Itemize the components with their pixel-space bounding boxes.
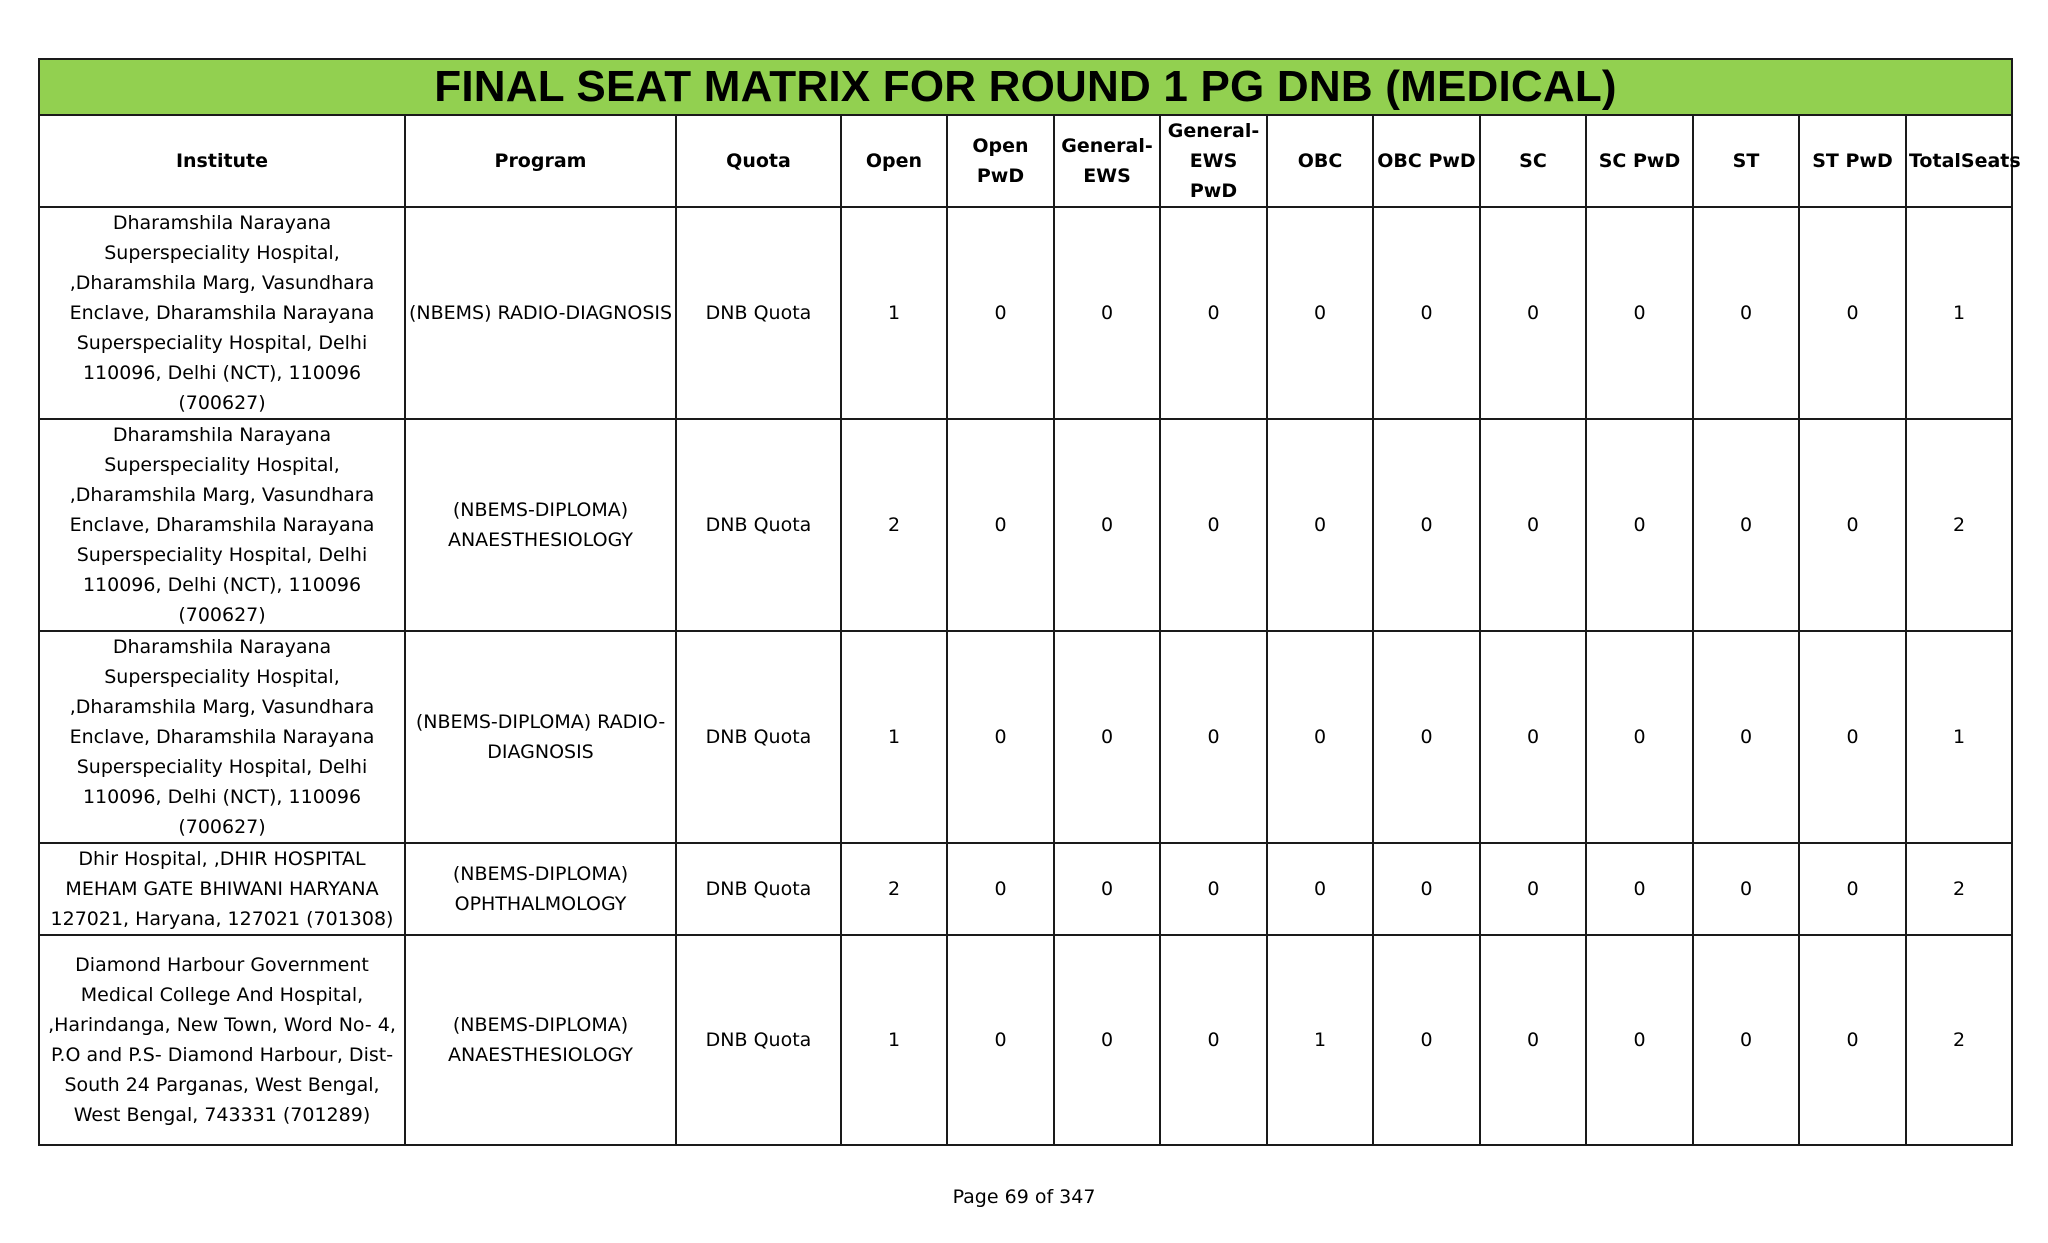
cell-open-pwd: 0 <box>947 935 1054 1145</box>
col-header-open: Open <box>841 115 947 207</box>
table-row <box>39 419 2012 631</box>
col-header-sc-pwd: SC PwD <box>1586 115 1693 207</box>
cell-open-pwd: 0 <box>947 419 1054 631</box>
cell-st-pwd: 0 <box>1799 419 1906 631</box>
cell-obc-pwd: 0 <box>1373 843 1480 935</box>
col-header-sc: SC <box>1480 115 1586 207</box>
cell-quota: DNB Quota <box>676 419 841 631</box>
cell-st-pwd: 0 <box>1799 935 1906 1145</box>
col-header-quota: Quota <box>676 115 841 207</box>
cell-sc-pwd: 0 <box>1586 843 1693 935</box>
cell-sc-pwd: 0 <box>1586 935 1693 1145</box>
col-header-st-pwd: ST PwD <box>1799 115 1906 207</box>
cell-total-seats: 2 <box>1906 935 2012 1145</box>
col-header-general-ews: General-EWS <box>1054 115 1160 207</box>
cell-general-ews-pwd: 0 <box>1160 419 1267 631</box>
cell-general-ews: 0 <box>1054 843 1160 935</box>
cell-sc: 0 <box>1480 935 1586 1145</box>
cell-quota: DNB Quota <box>676 843 841 935</box>
cell-sc-pwd: 0 <box>1586 419 1693 631</box>
cell-obc: 1 <box>1267 935 1373 1145</box>
cell-open: 1 <box>841 631 947 843</box>
cell-obc-pwd: 0 <box>1373 631 1480 843</box>
cell-total-seats: 2 <box>1906 843 2012 935</box>
cell-general-ews-pwd: 0 <box>1160 631 1267 843</box>
cell-open: 1 <box>841 935 947 1145</box>
col-header-obc-pwd: OBC PwD <box>1373 115 1480 207</box>
col-header-general-ews-pwd: General-EWS PwD <box>1160 115 1267 207</box>
cell-program: (NBEMS-DIPLOMA) ANAESTHESIOLOGY <box>405 419 676 631</box>
cell-institute: Dharamshila Narayana Superspeciality Hospital, ,Dharamshila Marg, Vasundhara Enclave, Dharamshila Narayana Superspeciality Hospital, Delhi 110096, Delhi (NCT), 110096 (700627) <box>39 419 405 631</box>
cell-sc-pwd: 0 <box>1586 631 1693 843</box>
cell-sc-pwd: 0 <box>1586 207 1693 419</box>
table-row <box>39 631 2012 843</box>
cell-open: 2 <box>841 419 947 631</box>
cell-program: (NBEMS-DIPLOMA) RADIO-DIAGNOSIS <box>405 631 676 843</box>
cell-total-seats: 1 <box>1906 207 2012 419</box>
col-header-institute: Institute <box>39 115 405 207</box>
cell-general-ews: 0 <box>1054 631 1160 843</box>
cell-st-pwd: 0 <box>1799 207 1906 419</box>
cell-st-pwd: 0 <box>1799 631 1906 843</box>
col-header-open-pwd: Open PwD <box>947 115 1054 207</box>
cell-st: 0 <box>1693 843 1799 935</box>
page-title: FINAL SEAT MATRIX FOR ROUND 1 PG DNB (MEDICAL) <box>39 59 2012 115</box>
col-header-total-seats: TotalSeats <box>1906 115 2012 207</box>
cell-obc: 0 <box>1267 419 1373 631</box>
cell-program: (NBEMS-DIPLOMA) OPHTHALMOLOGY <box>405 843 676 935</box>
col-header-obc: OBC <box>1267 115 1373 207</box>
cell-general-ews-pwd: 0 <box>1160 935 1267 1145</box>
cell-st-pwd: 0 <box>1799 843 1906 935</box>
cell-general-ews-pwd: 0 <box>1160 843 1267 935</box>
seat-matrix-sheet <box>38 58 2021 1146</box>
cell-obc: 0 <box>1267 207 1373 419</box>
cell-st: 0 <box>1693 935 1799 1145</box>
cell-open-pwd: 0 <box>947 207 1054 419</box>
cell-institute: Dharamshila Narayana Superspeciality Hospital, ,Dharamshila Marg, Vasundhara Enclave, Dharamshila Narayana Superspeciality Hospital, Delhi 110096, Delhi (NCT), 110096 (700627) <box>39 631 405 843</box>
cell-sc: 0 <box>1480 207 1586 419</box>
cell-open-pwd: 0 <box>947 631 1054 843</box>
table-row <box>39 935 2012 1145</box>
table-row <box>39 843 2012 935</box>
cell-obc-pwd: 0 <box>1373 207 1480 419</box>
cell-sc: 0 <box>1480 843 1586 935</box>
cell-institute: Diamond Harbour Government Medical College And Hospital, ,Harindanga, New Town, Word No- 4, P.O and P.S- Diamond Harbour, Dist- South 24 Parganas, West Bengal, West Bengal, 743331 (701289) <box>39 935 405 1145</box>
cell-obc-pwd: 0 <box>1373 935 1480 1145</box>
cell-sc: 0 <box>1480 631 1586 843</box>
col-header-st: ST <box>1693 115 1799 207</box>
cell-program: (NBEMS-DIPLOMA) ANAESTHESIOLOGY <box>405 935 676 1145</box>
cell-obc: 0 <box>1267 843 1373 935</box>
cell-general-ews-pwd: 0 <box>1160 207 1267 419</box>
cell-quota: DNB Quota <box>676 935 841 1145</box>
cell-total-seats: 1 <box>1906 631 2012 843</box>
cell-general-ews: 0 <box>1054 935 1160 1145</box>
cell-institute: Dharamshila Narayana Superspeciality Hospital, ,Dharamshila Marg, Vasundhara Enclave, Dharamshila Narayana Superspeciality Hospital, Delhi 110096, Delhi (NCT), 110096 (700627) <box>39 207 405 419</box>
cell-general-ews: 0 <box>1054 419 1160 631</box>
cell-quota: DNB Quota <box>676 207 841 419</box>
cell-total-seats: 2 <box>1906 419 2012 631</box>
col-header-program: Program <box>405 115 676 207</box>
cell-open: 2 <box>841 843 947 935</box>
cell-obc: 0 <box>1267 631 1373 843</box>
cell-st: 0 <box>1693 631 1799 843</box>
cell-general-ews: 0 <box>1054 207 1160 419</box>
cell-st: 0 <box>1693 419 1799 631</box>
cell-quota: DNB Quota <box>676 631 841 843</box>
page-number: Page 69 of 347 <box>952 1186 1096 1208</box>
seat-matrix-table <box>38 58 2021 1146</box>
cell-open: 1 <box>841 207 947 419</box>
cell-sc: 0 <box>1480 419 1586 631</box>
cell-institute: Dhir Hospital, ,DHIR HOSPITAL MEHAM GATE BHIWANI HARYANA 127021, Haryana, 127021 (701308) <box>39 843 405 935</box>
table-row <box>39 207 2012 419</box>
cell-program: (NBEMS) RADIO-DIAGNOSIS <box>405 207 676 419</box>
cell-st: 0 <box>1693 207 1799 419</box>
cell-open-pwd: 0 <box>947 843 1054 935</box>
cell-obc-pwd: 0 <box>1373 419 1480 631</box>
